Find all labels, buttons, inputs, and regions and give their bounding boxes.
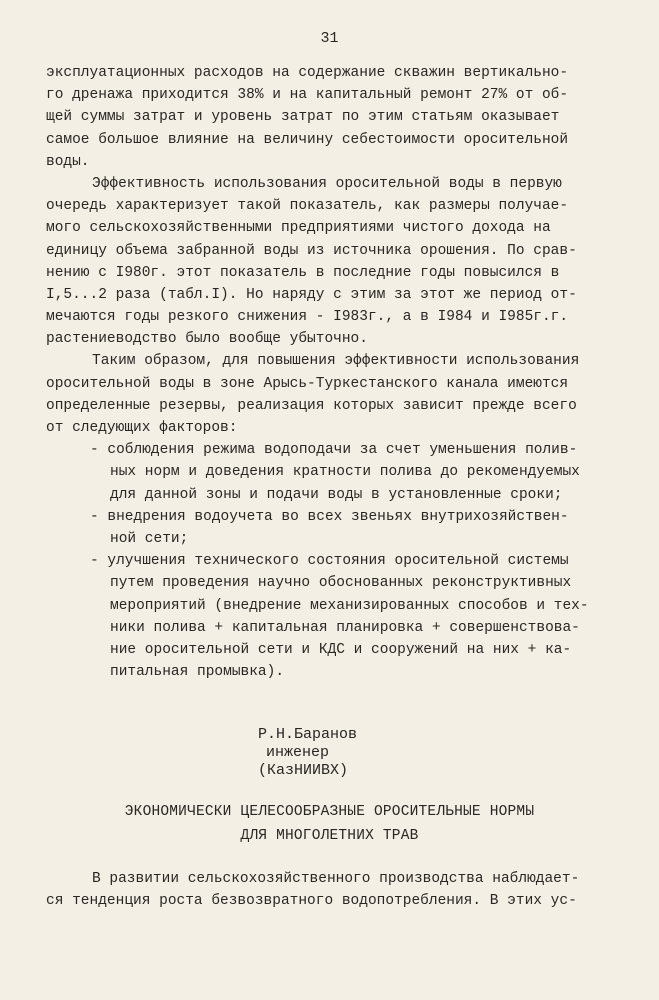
bullet-continuation-line: для данной зоны и подачи воды в установленные сроки; <box>110 486 563 503</box>
bullet-continuation-line: путем проведения научно обоснованных реконструктивных <box>110 575 572 592</box>
author-organization: (КазНИИВХ) <box>258 762 349 779</box>
text-line: воды. <box>46 153 90 170</box>
article-body-start <box>46 868 606 912</box>
text-line: го дренажа приходится 38% и на капитальный ремонт 27% от об- <box>46 87 569 104</box>
bullet-continuation-line: мероприятий (внедрение механизированных способов и тех- <box>110 597 589 614</box>
text-line: очередь характеризует такой показатель, как размеры получае- <box>46 198 569 215</box>
text-line: нению с I980г. этот показатель в последние годы повысился в <box>46 264 560 281</box>
bullet-continuation-line: питальная промывка). <box>110 664 285 681</box>
bullet-continuation-line: ники полива + капитальная планировка + совершенствова- <box>110 619 580 636</box>
author-position: инженер <box>266 744 330 761</box>
text-line: I,5...2 раза (табл.I). Но наряду с этим за этот же период от- <box>46 286 577 303</box>
bullet-item-line: - улучшения технического состояния оросительной системы <box>90 553 569 570</box>
bullet-continuation-line: ной сети; <box>110 530 189 547</box>
article-title-line-2: ДЛЯ МНОГОЛЕТНИХ ТРАВ <box>240 828 419 844</box>
text-line: эксплуатационных расходов на содержание скважин вертикально- <box>46 65 569 81</box>
paragraph-start-line: Эффективность использования оросительной воды в первую <box>92 175 562 192</box>
paragraph-start-line: Таким образом, для повышения эффективности использования <box>92 353 580 370</box>
text-line: щей суммы затрат и уровень затрат по этим статьям оказывает <box>46 109 560 126</box>
author-name: Р.Н.Баранов <box>258 726 358 743</box>
bullet-continuation-line: ных норм и доведения кратности полива до рекомендуемых <box>110 464 580 481</box>
article-title-line-1: ЭКОНОМИЧЕСКИ ЦЕЛЕСООБРАЗНЫЕ ОРОСИТЕЛЬНЫЕ НОРМЫ <box>124 804 535 820</box>
author-block <box>0 726 659 780</box>
text-line: растениеводство было вообще убыточно. <box>46 331 368 348</box>
text-line: мечаются годы резкого снижения - I983г., а в I984 и I985г.г. <box>46 309 569 326</box>
text-line: оросительной воды в зоне Арысь-Туркестанского канала имеются <box>46 375 569 392</box>
text-line: от следующих факторов: <box>46 420 238 436</box>
article-title <box>0 800 659 848</box>
text-line: единицу объема забранной воды из источника орошения. По срав- <box>46 242 577 259</box>
text-line: определенные резервы, реализация которых зависит прежде всего <box>46 397 577 414</box>
text-line: ся тенденция роста безвозвратного водопотребления. В этих ус- <box>46 893 577 910</box>
bullet-item-line: - соблюдения режима водоподачи за счет уменьшения полив- <box>90 442 578 459</box>
text-line: мого сельскохозяйственными предприятиями чистого дохода на <box>46 220 551 237</box>
body-text <box>46 62 606 683</box>
paragraph-start-line: В развитии сельскохозяйственного производства наблюдает- <box>92 871 580 887</box>
page-number: 31 <box>320 30 339 47</box>
text-line: самое большое влияние на величину себестоимости оросительной <box>46 131 569 148</box>
bullet-item-line: - внедрения водоучета во всех звеньях внутрихозяйствен- <box>90 508 569 525</box>
bullet-continuation-line: ние оросительной сети и КДС и сооружений на них + ка- <box>110 641 572 658</box>
